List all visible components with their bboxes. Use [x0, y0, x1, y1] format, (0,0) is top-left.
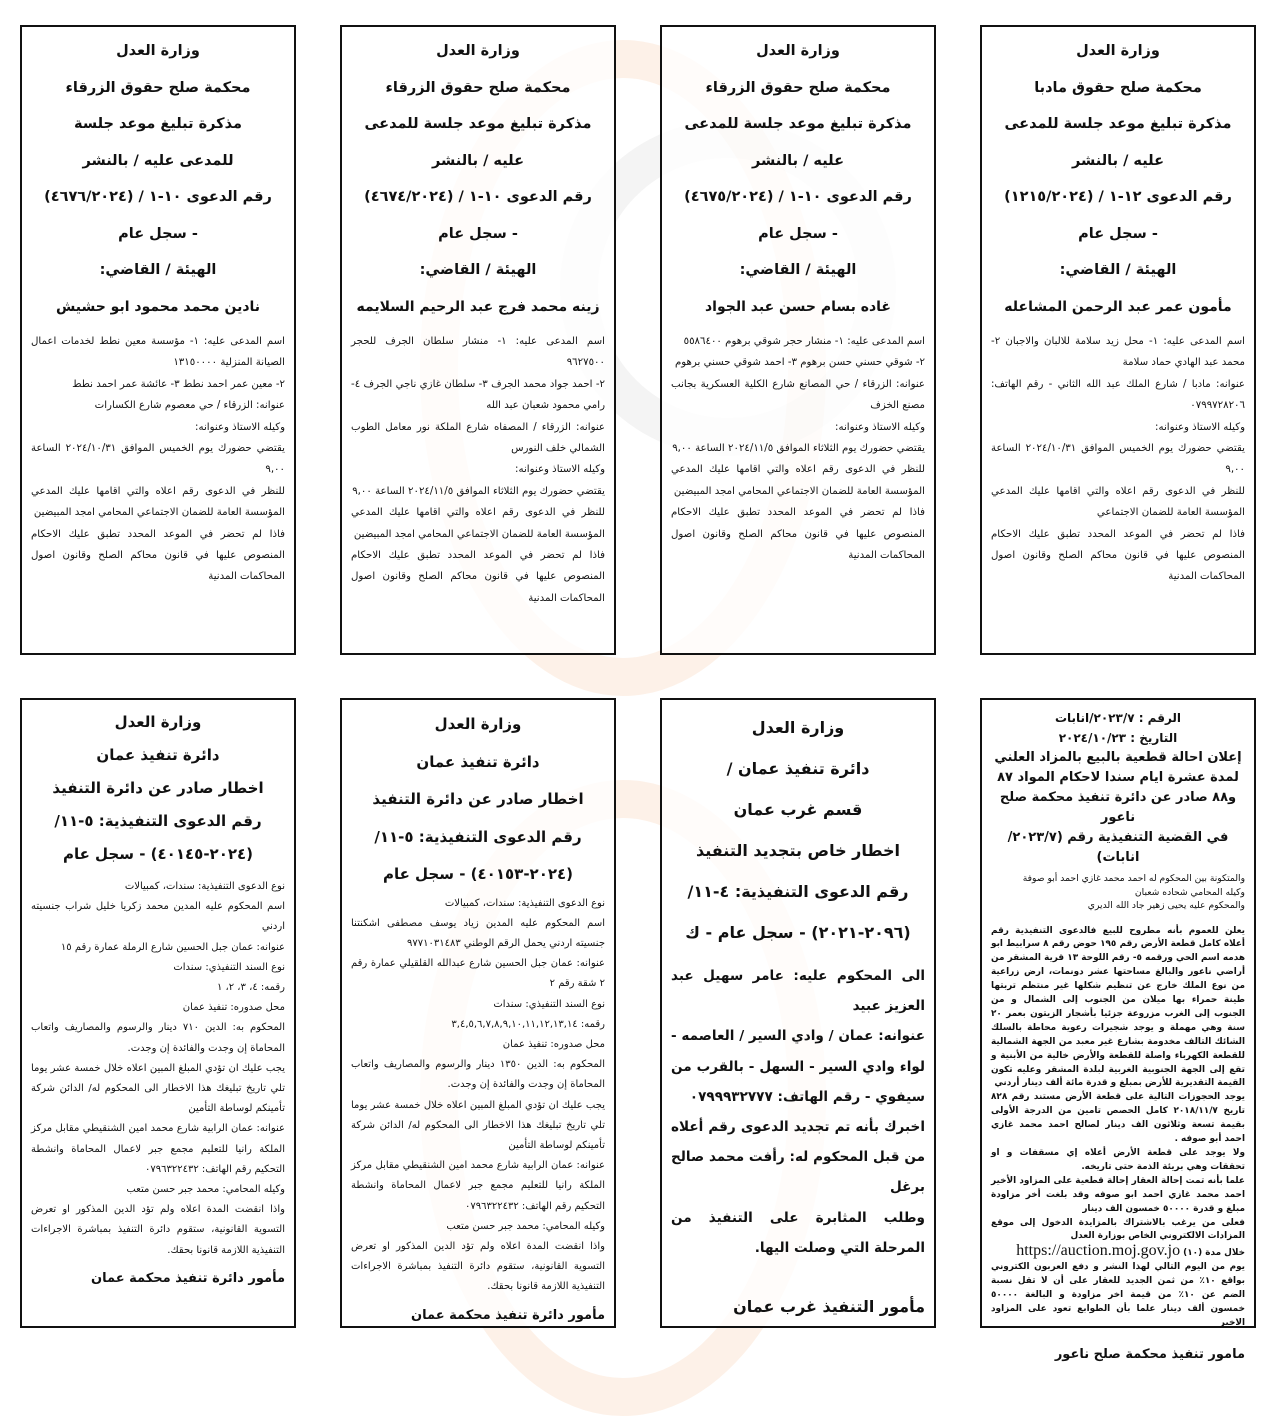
body-paragraph: للنظر في الدعوى رقم اعلاه والتي اقامها عليك المدعي المؤسسة العامة للضمان الاجتماعي المحامي امجد المبيضين: [351, 507, 605, 540]
body-paragraph: واذا انقضت المدة اعلاه ولم تؤد الدين المذكور او تعرض التسوية القانونية، ستقوم دائرة التنفيذ بمباشرة الاجراءات التنفيذية اللازمة قانونا بحقك.: [351, 1240, 605, 1293]
party-line: والمتكونة بين المحكوم له احمد محمد غازي احمد أبو صوفة: [1022, 873, 1245, 884]
header-line: محكمة صلح حقوق مادبا: [1034, 79, 1202, 96]
body-paragraph: وطلب المثابرة على التنفيذ من المرحلة التي وصلت اليها.: [671, 1209, 925, 1256]
body-paragraph: فاذا لم تحضر في الموعد المحدد تطبق عليك الاحكام المنصوص عليها في قانون محاكم الصلح وقانون اصول المحاكمات المدنية: [31, 528, 285, 583]
header-line: وزارة العدل: [756, 43, 840, 59]
body-paragraph: ٢- معين عمر احمد نطط ٣- عائشة عمر احمد نطط: [72, 378, 285, 390]
body-paragraph: يجب عليك ان تؤدي المبلغ المبين اعلاه خلال خمسة عشر يوما تلي تاريخ تبليغك هذا الاخطار الى المحكوم له/ الدائن شركة تأمينكم لوساطة التأمين: [351, 1099, 605, 1151]
body-paragraph: عنوانه: عمان الرابية شارع محمد امين الشنقيطي مقابل مركز الملكة رانيا للتعليم مجمع جبر لاعمال المحاماة وانشطة التحكيم رقم الهاتف: ٠٧٩٦٣٢٢٤٣٢: [31, 1123, 285, 1175]
header-line: رقم الدعوى التنفيذية: ٤-١١/: [687, 882, 909, 901]
body-paragraph: رقمه: ٤، ٣، ٢، ١: [216, 982, 285, 994]
body-paragraph: اسم المحكوم عليه المدين محمد زكريا خليل شراب جنسيته اردني: [31, 901, 285, 933]
header-line: محكمة صلح حقوق الزرقاء: [385, 79, 571, 96]
auction-url-link[interactable]: https://auction.moj.gov.jo: [1016, 1242, 1181, 1260]
body-paragraph: رقمه: ٣,٤,٥,٦,٧,٨,٩,١٠,١١,١٢,١٣,١٤: [451, 1018, 605, 1030]
notice-header: [351, 706, 605, 894]
body-paragraph: ولا يوجد على قطعة الأرض أعلاه إي مسقفات و او تحققات وهي بريئة الذمة حتى تاريخه.: [991, 1148, 1245, 1172]
body-paragraph: يقتضي حضورك يوم الخميس الموافق ٢٠٢٤/١٠/٣١ الساعة ٩,٠٠: [31, 443, 285, 476]
notice-body: [351, 331, 605, 609]
header-line: عليه / بالنشر: [1072, 152, 1164, 169]
body-paragraph: نوع الدعوى التنفيذية: سندات، كمبيالات: [124, 881, 285, 892]
body-paragraph: اسم المحكوم عليه المدين زياد يوسف مصطفى اشكنتنا جنسيته اردني يحمل الرقم الوطني ٩٧٧١٠٣١٤٨٣: [351, 917, 605, 949]
header-line: رقم الدعوى ١٢-١ / (١٢١٥/٢٠٢٤): [1004, 189, 1232, 205]
body-paragraph: اسم المدعى عليه: ١- منشار سلطان الجرف للحجر ٩٦٢٧٥٠٠: [351, 336, 605, 369]
body-paragraph: محل صدوره: تنفيذ عمان: [182, 1002, 285, 1014]
body-paragraph: الى المحكوم عليه: عامر سهيل عبد العزيز عبيد: [671, 968, 925, 1015]
header-line: مذكرة تبليغ موعد جلسة: [74, 116, 242, 132]
header-line: اخطار صادر عن دائرة التنفيذ: [372, 790, 584, 808]
body-paragraph: فاذا لم تحضر في الموعد المحدد تطبق عليك الاحكام المنصوص عليها في قانون محاكم الصلح وقانون اصول المحاكمات المدنية: [991, 528, 1245, 583]
body-paragraph: نوع السند التنفيذي: سندات: [493, 998, 605, 1010]
notice-box: [660, 698, 936, 1328]
header-line: الهيئة / القاضي:: [739, 262, 857, 278]
body-paragraph: عنوانه: الزرقاء / حي معصوم شارع الكسارات: [94, 400, 285, 412]
header-line: نادين محمد محمود ابو حشيش: [55, 298, 261, 315]
header-line: - سجل عام: [758, 225, 838, 242]
body-paragraph: وكيله المحامي: محمد جبر حسن متعب: [126, 1184, 285, 1196]
body-paragraph: يوم من اليوم التالي لهذا النشر و دفع العربون الكتروني بواقع ١٠٪ من ثمن الجديد للعقار على أن لا تقل نسبة الضم عن ١٠٪ من قيمة اخر مزاودة و البالغة ٥٠٠٠٠ خمسون ألف دينار علما بأن الطوابع تعود على المزاود الاخير: [991, 1262, 1245, 1328]
header-line: وزارة العدل: [1076, 43, 1160, 59]
body-paragraph: فاذا لم تحضر في الموعد المحدد تطبق عليك الاحكام المنصوص عليها في قانون محاكم الصلح وقانون اصول المحاكمات المدنية: [671, 507, 925, 562]
notice-body: [31, 877, 285, 1261]
body-paragraph: وكيله المحامي: محمد جبر حسن متعب: [446, 1220, 605, 1232]
header-line: رقم الدعوى التنفيذية: ٥-١١/: [374, 827, 582, 846]
notice-parties: [991, 872, 1245, 913]
header-line: زينه محمد فرج عبد الرحيم السلايمه: [356, 298, 600, 315]
notice-box: [20, 25, 296, 655]
header-line: في القضية التنفيذية رقم (٢٠٢٣/٧/ انابات): [1007, 830, 1229, 865]
body-paragraph: فعلى من يرغب بالاشتراك بالمزايدة الدخول إلى موقع المزادات الالكتروني الخاص بوزارة العدل: [991, 1217, 1245, 1242]
header-line: وزارة العدل: [751, 718, 845, 737]
body-paragraph: فاذا لم تحضر في الموعد المحدد تطبق عليك الاحكام المنصوص عليها في قانون محاكم الصلح وقانون اصول المحاكمات المدنية: [351, 550, 605, 604]
notice-header: [991, 33, 1245, 325]
body-paragraph: وكيله الاستاذ وعنوانه:: [515, 464, 605, 476]
body-paragraph: للنظر في الدعوى رقم اعلاه والتي اقامها عليك المدعي المؤسسة العامة للضمان الاجتماعي: [991, 485, 1245, 519]
body-paragraph: عنوانه: عمان الرابية شارع محمد امين الشنقيطي مقابل مركز الملكة رانيا للتعليم مجمع جبر لاعمال المحاماة وانشطة التحكيم رقم الهاتف: ٠٧٩٦٣٢٢٤٣٢: [351, 1160, 605, 1212]
party-line: والمحكوم عليه يحيى زهير جاد الله الديري: [1087, 900, 1245, 911]
notice-body: [991, 925, 1245, 1331]
body-paragraph: علما بأنه تمت إحالة العقار إحالة قطعية على المزاود الأخير احمد محمد غازي احمد ابو صوفه وقد بلغت أخر مزاودة مبلغ و قدرة ٥٠٠٠٠ خمسون الف دينار: [991, 1175, 1245, 1214]
header-line: مذكرة تبليغ موعد جلسة للمدعى: [684, 116, 912, 132]
body-paragraph: عنوانه: عمان جبل الحسين شارع الرملة عمارة رقم ١٥: [60, 941, 285, 953]
party-line: وكيله المحامي شحاده شعبان: [1134, 886, 1245, 898]
body-paragraph: اسم المدعى عليه: ١- منشار حجر شوقي برهوم ٥٥٨٦٤٠٠: [683, 336, 925, 347]
header-line: الهيئة / القاضي:: [419, 262, 537, 278]
header-line: (٢٠٢٤-٤٠١٤٥) - سجل عام: [62, 845, 254, 863]
header-line: مأمون عمر عبد الرحمن المشاعله: [1004, 298, 1232, 315]
body-paragraph: للنظر في الدعوى رقم اعلاه والتي اقامها عليك المدعي المؤسسة العامة للضمان الاجتماعي المحامي امجد المبيضين: [31, 485, 285, 519]
header-line: (٢٠٩٦-٢٠٢١) - سجل عام - ك: [685, 923, 911, 942]
notice-box: [340, 25, 616, 655]
header-line: وزارة العدل: [434, 715, 522, 733]
body-paragraph: اسم المدعى عليه: ١- محل زيد سلامة للالبان والاجبان ٢- محمد عبد الهادي حماد سلامة: [991, 336, 1245, 369]
header-line: اخطار خاص بتجديد التنفيذ: [696, 841, 900, 860]
notice-signature: مأمور دائرة تنفيذ محكمة عمان: [411, 1307, 605, 1323]
header-line: مذكرة تبليغ موعد جلسة للمدعى: [1004, 116, 1232, 132]
header-line: (٢٠٢٤-٤٠١٥٣) - سجل عام: [382, 865, 574, 883]
header-line: رقم الدعوى التنفيذية: ٥-١١/: [54, 812, 262, 830]
notice-signature: مأمور التنفيذ غرب عمان: [733, 1297, 925, 1317]
body-paragraph: واذا انقضت المدة اعلاه ولم تؤد الدين المذكور او تعرض التسوية القانونية، ستقوم دائرة التنفيذ بمباشرة الاجراءات التنفيذية اللازمة قانونا بحقك.: [31, 1204, 285, 1256]
notice-box: [660, 25, 936, 655]
header-line: وزارة العدل: [436, 43, 520, 59]
notice-body: [991, 331, 1245, 588]
body-paragraph: نوع السند التنفيذي: سندات: [173, 961, 285, 973]
body-paragraph: وكيله الاستاذ وعنوانه:: [195, 421, 285, 433]
body-paragraph: يقتضي حضورك يوم الثلاثاء الموافق ٢٠٢٤/١١/٥ الساعة ٩,٠٠: [672, 443, 925, 455]
url-suffix: خلال مدة (١٠): [1183, 1248, 1245, 1259]
header-line: دائرة تنفيذ عمان: [416, 752, 540, 771]
body-paragraph: عنوانه: مادبا / شارع الملك عبد الله الثاني - رقم الهاتف: ٠٧٩٩٧٢٨٢٠٦: [991, 378, 1245, 412]
body-paragraph: عنوانه: الزرقاء / المصفاه شارع الملكة نور معامل الطوب الشمالي خلف النورس: [351, 421, 605, 455]
body-paragraph: للنظر في الدعوى رقم اعلاه والتي اقامها عليك المدعي المؤسسة العامة للضمان الاجتماعي المحامي امجد المبيضين: [671, 464, 925, 497]
notice-body: [671, 331, 925, 566]
notice-box: [980, 25, 1256, 655]
header-line: قسم غرب عمان: [733, 800, 863, 819]
header-line: عليه / بالنشر: [752, 152, 844, 169]
notice-box: [20, 698, 296, 1328]
header-line: اخطار صادر عن دائرة التنفيذ: [52, 779, 264, 797]
notice-body: [31, 331, 285, 588]
body-paragraph: عنوانه: الزرقاء / حي المصانع شارع الكلية العسكرية بجانب مصنع الخزف: [671, 378, 925, 412]
notice-header: [351, 33, 605, 325]
header-line: - سجل عام: [118, 225, 198, 242]
header-line: التاريخ : ٢٠٢٤/١٠/٢٣: [1058, 731, 1178, 745]
header-line: للمدعى عليه / بالنشر: [82, 152, 234, 169]
header-line: رقم الدعوى ١٠-١ / (٤٦٧٤/٢٠٢٤): [364, 189, 592, 205]
header-line: محكمة صلح حقوق الزرقاء: [705, 79, 891, 96]
header-line: دائرة تنفيذ عمان: [96, 746, 220, 764]
body-paragraph: يقتضي حضورك يوم الخميس الموافق ٢٠٢٤/١٠/٣١ الساعة ٩,٠٠: [991, 443, 1245, 476]
notice-signature: مامور تنفيذ محكمة صلح ناعور: [1054, 1346, 1245, 1362]
body-paragraph: عنوانه: عمان / وادي السير / العاصمه - لواء وادي السير - السهل - بالقرب من سيفوي - رقم الهاتف: ٠٧٩٩٩٣٢٧٧٧: [671, 1028, 925, 1105]
notice-box: [980, 698, 1256, 1362]
header-line: غاده بسام حسن عبد الجواد: [705, 298, 891, 315]
header-line: الهيئة / القاضي:: [1059, 262, 1177, 278]
header-line: دائرة تنفيذ عمان /: [726, 759, 870, 778]
header-line: - سجل عام: [438, 225, 518, 242]
body-paragraph: وكيله الاستاذ وعنوانه:: [1155, 421, 1245, 433]
body-paragraph: اسم المدعى عليه: ١- مؤسسة معين نطط لخدمات اعمال الصيانة المنزلية ١٣١٥٠٠٠٠: [31, 336, 285, 369]
header-line: رقم الدعوى ١٠-١ / (٤٦٧٦/٢٠٢٤): [44, 189, 272, 205]
body-paragraph: المحكوم به: الدين ١٣٥٠ دينار والرسوم والمصاريف واتعاب المحاماة إن وجدت والفائدة إن وجدت.: [351, 1059, 606, 1091]
header-line: مذكرة تبليغ موعد جلسة للمدعى: [364, 116, 592, 132]
notice-box: [340, 698, 616, 1328]
header-line: وزارة العدل: [114, 713, 202, 731]
header-line: إعلان احالة قطعية بالبيع بالمزاد العلني لمدة عشرة ايام سندا لاحكام المواد ٨٧ و٨٨ صادر عن دائرة تنفيذ محكمة صلح ناعور: [994, 750, 1242, 825]
notice-header: [31, 33, 285, 325]
header-line: عليه / بالنشر: [432, 152, 524, 169]
body-paragraph: عنوانه: عمان جبل الحسين شارع عبدالله القلقيلي عمارة رقم ٢ شقة رقم ٢: [351, 958, 605, 990]
body-paragraph: يقتضي حضورك يوم الثلاثاء الموافق ٢٠٢٤/١١/٥ الساعة ٩,٠٠: [352, 485, 605, 497]
header-line: وزارة العدل: [116, 43, 200, 59]
body-paragraph: وكيله الاستاذ وعنوانه:: [835, 421, 925, 433]
body-paragraph: المحكوم به: الدين ٧١٠ دينار والرسوم والمصاريف واتعاب المحاماة إن وجدت والفائدة إن وجدت.: [31, 1022, 286, 1054]
body-paragraph: اخبرك بأنه تم تجديد الدعوى رقم أعلاه من قبل المحكوم له: رأفت محمد صالح برغل: [671, 1119, 925, 1196]
body-paragraph: ٢- شوقي حسني حسن برهوم ٣- احمد شوقي حسني برهوم: [674, 357, 925, 369]
notice-signature: مأمور دائرة تنفيذ محكمة عمان: [91, 1270, 285, 1286]
notice-header: [31, 706, 285, 871]
notice-body: [671, 961, 925, 1263]
notice-header: [991, 708, 1245, 868]
header-line: الهيئة / القاضي:: [99, 262, 217, 278]
notice-header: [671, 33, 925, 325]
header-line: - سجل عام: [1078, 225, 1158, 242]
body-paragraph: نوع الدعوى التنفيذية: سندات، كمبيالات: [444, 897, 605, 909]
body-paragraph: محل صدوره: تنفيذ عمان: [502, 1038, 605, 1050]
url-paragraph: [991, 1244, 1245, 1261]
header-line: محكمة صلح حقوق الزرقاء: [65, 79, 251, 96]
header-line: رقم الدعوى ١٠-١ / (٤٦٧٥/٢٠٢٤): [684, 189, 912, 205]
header-line: الرقم : ٢٠٢٣/٧/انابات: [1054, 711, 1182, 725]
notice-body: [351, 894, 605, 1298]
body-paragraph: يوجد الحجوزات التالية على قطعة الأرض مستند رقم ٨٢٨ تاريخ ٢٠١٨/١١/٧ كامل الحصص تامين من الدرجة الأولى بقيمة تسعة وثلاثون الف دينار لصالح احمد محمد غازي احمد أبو صوفه .: [991, 1092, 1245, 1145]
body-paragraph: يعلن للعموم بأنه مطروح للبيع فالدعوى التنفيذية رقم أعلاه كامل قطعة الأرض رقم ١٩٥ حوض رقم ٨ سرابيط ابو هدمه اسم الحي ورقمه ٥- رقم اللوحة ١٣ قرية المشقر من أراضي ناعور والبالغ مساحتها عشر دونمات، ارض زراعية من نوع الملك خارج عن تنظيم شكلها غير منتظم تربتها طينة حمراء بها ميلان من الجنوب إلى الشمال و من الجنوب إلى الغرب مزروعة جزئيا بأشجار الزيتون بعمر ٢٠ سنة وهي مهملة و يوجد شجيرات رعوية محاطة بالسلك الشائك التالف مخدومة بشارع غير معبد من الجهة الشمالية للقطعة الكهرباء واصلة للقطعة والأرض خالية من الأبنية و تقع إلى الجهة الجنوبية الغربية لبلدة المشقر وعليه تكون القيمة التقديرية للأرض بمبلغ و قدرة مائة ألف دينار أردني: [991, 925, 1245, 1089]
body-paragraph: ٢- احمد جواد محمد الجرف ٣- سلطان غازي ناجي الجرف ٤- رامي محمود شعبان عبد الله: [351, 378, 606, 412]
body-paragraph: يجب عليك ان تؤدي المبلغ المبين اعلاه خلال خمسة عشر يوما تلي تاريخ تبليغك هذا الاخطار الى المحكوم له/ الدائن شركة تأمينكم لوساطة التأمين: [31, 1062, 285, 1115]
notice-header: [671, 707, 925, 953]
